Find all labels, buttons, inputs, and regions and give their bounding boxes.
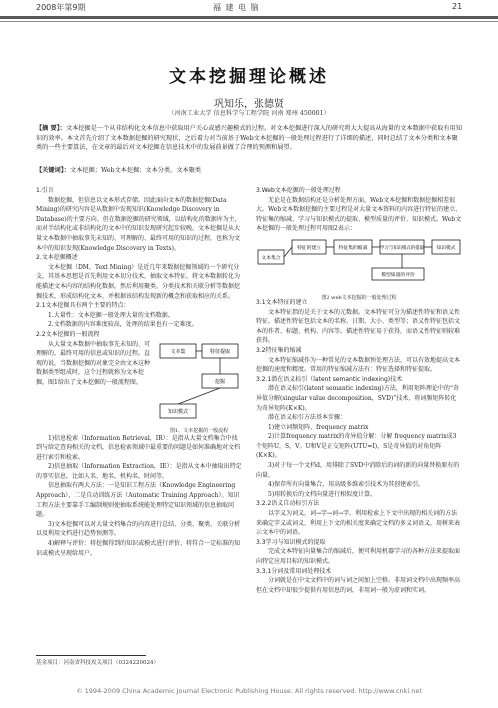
paragraph: 文本挖掘（DM，Text Mining）是近几年来数据挖掘领域的一个研究分支，其基本思想是首先利用文本切分技术，抽取文本特征，将文本数据转化为能描述文本内容的结构化数据，然后利用聚类、分类技术和关联分析等数据挖掘技术，形成结构化文本，并根据该结构发现新的概念和获取相应的关系。: [36, 263, 241, 300]
keywords: [36, 166, 462, 176]
authors: 巩知乐，张德贤: [214, 99, 284, 110]
paragraph: 2)计算frequency matrix的奇异值分解：分解 frequency matrix成3个矩阵U，S，V。U和V是正交矩阵(UTU=I)，S是奇异值的对角矩阵(K×K)。: [256, 433, 457, 460]
keywords-label: 【关键词】：: [36, 167, 71, 174]
subsection-heading: 3.1文本特征的建立: [256, 298, 308, 306]
subsection-heading: 3.2.1潜在语义标引（latent semantic indexing)技术: [256, 375, 403, 383]
paragraph: 4)解释与评价：将挖掘得到的知识或模式进行评价，将符合一定标准的知识或模式呈现给用户。: [36, 540, 241, 557]
left-column: [36, 186, 242, 558]
paragraph: 文本特征指的是关于文本的元数据。文本特征可分为描述性特征和语义性特征。描述性特征包括文本的名称、日期、大小、类型等；语义性特征包括文本的作者、标题、机构、内容等。描述性特征易于获得，而语义性特征则较难获得。: [256, 308, 461, 345]
subsection-heading: 2.1文本挖掘具有两个主要的特点：: [36, 302, 130, 310]
fig1-box-text: 挖掘: [214, 378, 226, 385]
header-rule-thin: [0, 21, 498, 22]
figure-2-caption: 图2 web文本挖掘的一般处理过程: [321, 294, 397, 301]
paragraph: 潜在语义标引方法基本步骤：: [268, 414, 347, 422]
keywords-text: 文本挖掘；Web文本挖掘；文本分类，文本聚类: [70, 167, 202, 174]
copyright-notice: © 1994-2009 China Academic Journal Electronic Publishing House. All rights reserved. http://www.cnki.net: [76, 687, 422, 695]
subsection-heading: 3.2.2语义自动标引方法: [256, 500, 320, 508]
running-header: [0, 0, 498, 34]
paragraph: 数据挖掘，但信息以文本形式存储。因此面向文本的数据挖掘(Data Mining)的研究内容是从数据中发现知识(Knowledge Discovery in Database)的主要方向。但在数据挖掘的研究领域，以结构化的数据库为主，而对半结构化或非结构化的文本中的知识发现研究起步较晚。文本挖掘是从大量文本数据中抽取事先未知的、可理解的、最终可用的知识的过程，也称为文本中的知识发现(Knowledge Discovery in Texts)。: [36, 196, 241, 252]
figure-1: [156, 340, 242, 434]
figure-2: [256, 234, 462, 301]
fig1-wrap: [36, 340, 242, 434]
paragraph: 分词就是在中文文档中的词与词之间加上空格。非用词文档中出现频率高但在文档中却很少提供有用信息的词，非用词一般为虚词和实词。: [256, 577, 461, 594]
fig2-box-text: 特征的建立: [297, 245, 321, 251]
subsection-heading: 2.2文本挖掘的一般流程: [36, 330, 100, 338]
footnote: 基金项目：河南省科技攻关项目（0324220024）: [36, 660, 159, 666]
right-column: [256, 186, 462, 595]
figure-1-diagram: [156, 340, 242, 424]
fig1-box-text: 文本集: [170, 348, 186, 355]
paragraph: 潜在语义标引(latent semantic indexing)方法，利用矩阵理论中的“奇异值分解(singular value decomposition，SVD)”技术，将词频矩阵转化为奇异矩阵(K×K)。: [256, 385, 459, 412]
fig2-box-text: 特征集的缩减: [338, 245, 368, 251]
fig2-box-text: 学习与知识模式的提取: [380, 245, 424, 251]
section-heading: 1.引言: [36, 187, 54, 194]
paragraph: 5)用转换后的文档向量进行相似度计算。: [268, 490, 377, 498]
fig1-box-text: 特征提取: [209, 348, 231, 355]
paragraph: 2.文档数据的内容难度较高，处理的结果也有一定难度。: [48, 321, 198, 329]
paragraph: 3)文本挖掘可以对大量文档集合的内容进行总结、分类、聚类、关联分析以及利用文档进行趋势预测等。: [36, 520, 241, 538]
paragraph: 1)信息检索（Information Retrieval，IR）：是指从大量文档集合中找到与给定查询相关的文档，信息检索领域中最重要的问题是如何准确地对文档进行索引和检索。: [36, 434, 241, 461]
paragraph: 2)信息抽取（Information Extraction，IE）：是指从文本中抽取出特定的事实信息，比如人名、地名、机构名、时间等。: [36, 463, 242, 480]
article-title: 文本挖掘理论概述: [169, 67, 329, 87]
section-heading: 3.Web文本挖掘的一般处理过程: [256, 187, 341, 194]
affiliation: （河南工业大学 信息科学与工程学院 河南 郑州 450001）: [168, 110, 330, 117]
footnote-rule: [36, 655, 146, 656]
paragraph: 3)对于每一个文档d，用排除了SVD中消除后的词的新的向量替换原有的向量。: [256, 462, 460, 479]
paragraph: 1)建立词频矩阵，frequency matrix: [268, 423, 369, 431]
paragraph: 信息抽取有两大方法：一是知识工程方法（Knowledge Engineering Approach），二是自动训练方法（Automatic Training Approach）。知识工程方法主要靠手工编制规则使抽取系统能处理特定知识领域的信息抽取问题。: [36, 482, 240, 519]
header-rule: [0, 16, 498, 19]
abstract-text: 文本挖掘是一个从非结构化文本信息中获取用户关心或感兴趣模式的过程。对文本挖掘进行深入的研究将大大提高从海量的文本数据中获取有用知识的效率。本文首先介绍了文本数据挖掘的研究现状，之后着力对当前基于Web文本挖掘的一般处理过程进行了详细的描述，同时总结了文本分类和文本聚类的一些主要算法，在文章的最后对文本挖掘在信息技术中的发展前景做了合理的预测和展望。: [36, 125, 462, 152]
fig1-box-text: 知识模式: [167, 408, 189, 415]
journal-name: 福 建 电 脑: [213, 3, 260, 12]
figure-1-caption: 图1、文本挖掘的一般流程: [169, 428, 229, 435]
section-heading: 2.文本挖掘概述: [36, 254, 78, 262]
paragraph: 文本特征缩减作为一种常见的文本数据预处理方法，可以有效地提高文本挖掘的速度和精度。常用的特征缩减方法有：特征选择和特征提取。: [256, 356, 461, 374]
figure-2-diagram: [256, 234, 462, 290]
paragraph: 无论是在数据结构还是分析处理方面，Web文本挖掘和数据挖掘相差很大。Web文本数据挖掘的主要过程是对大量文本资料的内容进行特征的建立、特征集的缩减、学习与知识模式的提取、模型质量的评价、知识模式。Web文本挖掘的一般处理过程可用图2表示：: [256, 196, 462, 233]
paragraph: 4)保存所有向量集合，用高级多维索引技术为其创建索引。: [268, 481, 425, 489]
abstract-label: 【摘 要】：: [36, 125, 66, 132]
fig2-box-text: 知识模式: [436, 245, 456, 251]
paragraph: 以字义为词义，词→字→词→字，利用检索上下文中出现的相关词的方法来确定字义或词义，利用上下文的相关度来确定文档的多义词语义，用树来表示文本中的词语。: [256, 510, 461, 537]
page-number: 21: [452, 2, 463, 11]
fig2-box-text: 模型质量的评价: [381, 272, 415, 278]
issue-label: 2008年第9期: [36, 3, 86, 12]
fig2-box-text: 文本集合: [261, 255, 281, 261]
abstract: [36, 124, 462, 153]
paragraph: 1.大量性：文本挖掘一般处理大量的文档数据。: [48, 311, 174, 319]
paragraph: 从大量文本数据中抽取事先未知的、可理解的、最终可用的信息或知识的过程。直观的说，当数据挖掘的对象完全由文本这种数据类型组成时，这个过程就称为文本挖掘。图1给出了文本挖掘的一般流程图。: [36, 340, 151, 386]
subsection-heading: 3.2特征集的缩减: [256, 346, 302, 354]
subsection-heading: 3.3学习与知识模式的提取: [256, 538, 326, 546]
paragraph: 完成文本特征向量集合的缩减后，便可利用机器学习的各种方法来提取面向特定应用目标的知识模式。: [256, 548, 461, 565]
subsection-heading: 3.3.1分词及常用词处理技术: [256, 567, 332, 575]
